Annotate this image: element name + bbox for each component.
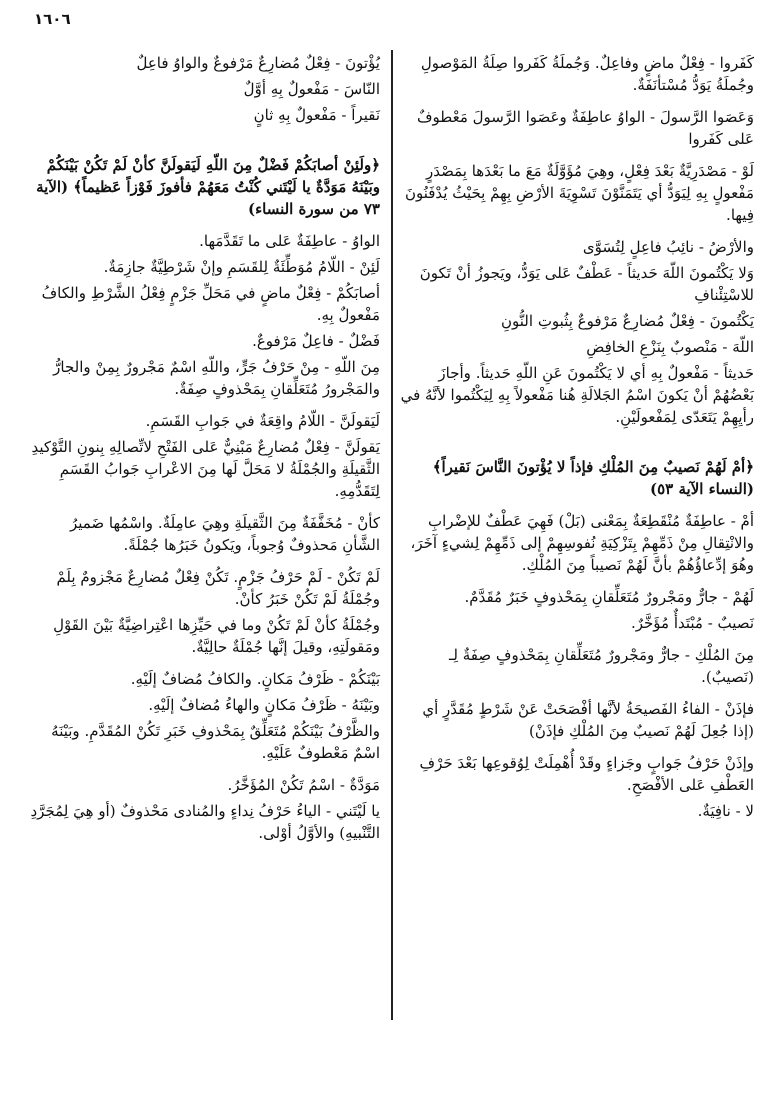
paragraph-lam-takun: لَمْ تَكُنْ - لَمْ حَرْفُ جَزْمٍ. تَكُنْ فِعْلٌ مُضارِعٌ مَجْزومٌ بِلَمْ وجُمْلَةُ لَمْ تَكُنْ خَبَرُ كأنْ. — [56, 568, 380, 608]
quran-verse-nisa-53: ﴿أمْ لَهُمْ نَصيبٌ مِنَ المُلْكِ فإذاً لا يُؤْتونَ النَّاسَ نَقيراً﴾ (النساء الآية ٥٣) — [432, 458, 754, 498]
left-column — [30, 52, 380, 854]
spacer — [400, 438, 754, 456]
paragraph-fa-idhan: فإذَنْ - الفاءُ الفَصيحَةُ لأنَّها أفْصَحَتْ عَنْ شَرْطٍ مُقَدَّرٍ أي (إذا جُعِلَ لَهُمْ نَصيبٌ مِنَ المُلْكِ فإذَنْ) — [422, 700, 754, 740]
paragraph-baynakum: بَيْنَكُمْ - ظَرْفُ مَكانٍ. والكافُ مُضافٌ إلَيْهِ. — [130, 670, 380, 688]
paragraph-min-al-mulk: مِنَ المُلْكِ - جارٌّ ومَجْرورٌ مُتَعَلِّقانِ بِمَحْذوفٍ صِفَةٌ لِـ (نَصيبٌ). — [449, 646, 754, 686]
paragraph-lahum: لَهُمْ - جارٌّ ومَجْرورٌ مُتَعَلِّقانِ بِمَحْذوفٍ خَبَرٌ مُقَدَّمٌ. — [464, 588, 754, 606]
paragraph-al-waw: الواوُ - عاطِفَةٌ عَلى ما تَقَدَّمَها. — [199, 232, 380, 250]
page-number: ١٦٠٦ — [34, 10, 71, 28]
paragraph-mawadda: مَوَدَّةٌ - اسْمُ تَكُنْ المُؤَخَّرُ. — [227, 776, 380, 794]
paragraph-yaktumun: يَكْتُمونَ - فِعْلٌ مُضارِعٌ مَرْفوعٌ بِثُبوتِ النُّونِ — [501, 312, 754, 330]
column-divider — [391, 50, 393, 1020]
paragraph-jumlat-ka-an: وجُمْلَةُ كأنْ لَمْ تَكُنْ وما في حَيِّزِها اعْتِراضِيَّةٌ بَيْنَ القَوْلِ ومَقولَتِهِ، وقيلَ إنَّها جُمْلَةٌ حالِيَّةٌ. — [53, 616, 380, 656]
paragraph-an-nas: النّاسَ - مَفْعولٌ بِهِ أوَّلٌ — [243, 80, 380, 98]
spacer — [30, 136, 380, 154]
paragraph-la: لا - نافِيَةٌ. — [697, 802, 754, 820]
paragraph-law: لَوْ - مَصْدَرِيَّةٌ بَعْدَ فِعْلٍ، وهِيَ مُؤَوَّلَةٌ مَعَ ما بَعْدَها بِمَصْدَرٍ مَفْعولٍ بِهِ لِيَوَدُّ أي يَتَمَنَّوْنَ تَسْوِيَةَ الأرْضِ بِهِمْ بِحَيْثُ يُدْفَنُونَ فِيها. — [404, 162, 754, 224]
paragraph-la-in: لَئِنْ - اللّامُ مُوَطِّئَةٌ لِلقَسَمِ وإنْ شَرْطِيَّةٌ جازِمَةٌ. — [103, 258, 380, 276]
paragraph-la-yaqulanna: لَيَقولَنَّ - اللّامُ واقِعَةٌ في جَوابِ القَسَمِ. — [145, 412, 380, 430]
paragraph-wala-yaktumun: وَلا يَكْتُمونَ اللّهَ حَديثاً - عَطْفٌ عَلى يَوَدُّ، ويَجوزُ أنْ تَكونَ للاسْتِئْنافِ — [419, 264, 754, 304]
paragraph-yutuna: يُؤْتونَ - فِعْلٌ مُضارِعٌ مَرْفوعٌ والواوُ فاعِلٌ — [136, 54, 380, 72]
paragraph-am: أمْ - عاطِفَةٌ مُنْقَطِعَةٌ بِمَعْنى (بَلْ) فَهِيَ عَطْفٌ للإضْرابِ والانْتِقالِ مِنْ ذَمِّهِمْ بِتَزْكِيَةِ نُفوسِهِمْ إلى ذَمِّهِمْ لِشيءٍ آخَرَ، وهُوَ إدِّعاؤُهُمْ بأنَّ لَهُمْ نَصيباً مِنَ المُلْكِ. — [410, 512, 754, 574]
paragraph-al-ard: والأرْضُ - نائِبُ فاعِلٍ لِتُسَوَّى — [582, 238, 754, 256]
paragraph-min-allah: مِنَ اللّهِ - مِنْ حَرْفُ جَرٍّ، واللّهِ اسْمٌ مَجْرورٌ بِمِنْ والجارُّ والمَجْرورُ مُتَعَلِّقانِ بِمَحْذوفٍ صِفَةٌ. — [53, 358, 380, 398]
paragraph-wa-asawu: وَعَصَوا الرَّسولَ - الواوُ عاطِفَةٌ وعَصَوا الرَّسولَ مَعْطوفٌ عَلى كَفَروا — [416, 108, 754, 148]
paragraph-wa-baynahu: وبَيْنَهُ - ظَرْفُ مَكانٍ والهاءُ مُضافٌ إلَيْهِ. — [148, 696, 380, 714]
paragraph-hadithan: حَديثاً - مَفْعولٌ بِهِ أي لا يَكْتُمونَ عَنِ اللّهِ حَديثاً. وأجازَ بَعْضُهُمْ أنْ يَكونَ اسْمُ الجَلالَةِ هُنا مَفْعولاً بِهِ لِيَكْتُموا لأنَّهُ في رأيِهِمْ يَتَعَدّى لِمَفْعولَيْنِ. — [400, 364, 754, 426]
paragraph-naqiran: نَقيراً - مَفْعولٌ بِهِ ثانٍ — [253, 106, 380, 124]
paragraph-nasib: نَصيبٌ - مُبْتَدأٌ مُؤَخَّرٌ. — [630, 614, 754, 632]
paragraph-yaqulanna: يَقولَنَّ - فِعْلٌ مُضارِعٌ مَبْنِيٌّ عَلى الفَتْحِ لاتِّصالِهِ بِنونِ التَّوْكيدِ الثَّقيلَةِ والجُمْلَةُ لا مَحَلَّ لَها مِنَ الاعْرابِ جَوابُ القَسَمِ لِتَقَدُّمِهِ. — [31, 438, 380, 500]
paragraph-ya-laytani: يا لَيْتَني - الياءُ حَرْفُ نِداءٍ والمُنادى مَحْذوفٌ (أو هِيَ لِمُجَرَّدِ التَّنْبيهِ) والأوَّلُ أوْلى. — [30, 802, 380, 842]
paragraph-wa-idhan: وإذَنْ حَرْفُ جَوابٍ وجَزاءٍ وقَدْ أُهْمِلَتْ لِوُقوعِها بَعْدَ حَرْفِ العَطْفِ عَلى الأفْصَحِ. — [419, 754, 754, 794]
paragraph-fadl: فَضْلٌ - فاعِلٌ مَرْفوعٌ. — [252, 332, 380, 350]
paragraph-az-zarf: والظَّرْفُ بَيْنَكُمْ مُتَعَلِّقٌ بِمَحْذوفِ خَبَرِ تَكُنْ المُقَدَّمِ. وبَيْنَهُ اسْمٌ مَعْطوفٌ عَلَيْهِ. — [51, 722, 380, 762]
paragraph-asabakum: أصابَكُمْ - فِعْلٌ ماضٍ في مَحَلِّ جَزْمٍ فِعْلُ الشَّرْطِ والكافُ مَفْعولٌ بِهِ. — [41, 284, 380, 324]
paragraph-kafaru: كَفَروا - فِعْلٌ ماضٍ وفاعِلٌ. وَجُملَةُ كَفَروا صِلَةُ المَوْصولِ وجُملَةُ يَوَدُّ مُسْتأنَفَةٌ. — [420, 54, 754, 94]
quran-verse-nisa-73: ﴿ولَئِنْ أصابَكُمْ فَضْلٌ مِنَ اللّهِ لَيَقولَنَّ كأنْ لَمْ تَكُنْ بَيْنَكُمْ وبَيْنَهُ مَوَدَّةٌ يا لَيْتَني كُنْتُ مَعَهُمْ فأفوزَ فَوْزاً عَظيماً﴾ (الآية ٧٣ من سورة النساء) — [36, 156, 380, 218]
paragraph-allah: اللّهَ - مَنْصوبٌ بِنَزْعِ الخافِضِ — [586, 338, 754, 356]
paragraph-ka-an: كأنْ - مُخَفَّفَةٌ مِنَ الثَّقيلَةِ وهِيَ عامِلَةٌ. واسْمُها ضَميرُ الشَّأنِ مَحذوفٌ وُجوباً، ويَكونُ خَبَرُها جُمْلَةً. — [69, 514, 380, 554]
right-column — [400, 52, 754, 832]
